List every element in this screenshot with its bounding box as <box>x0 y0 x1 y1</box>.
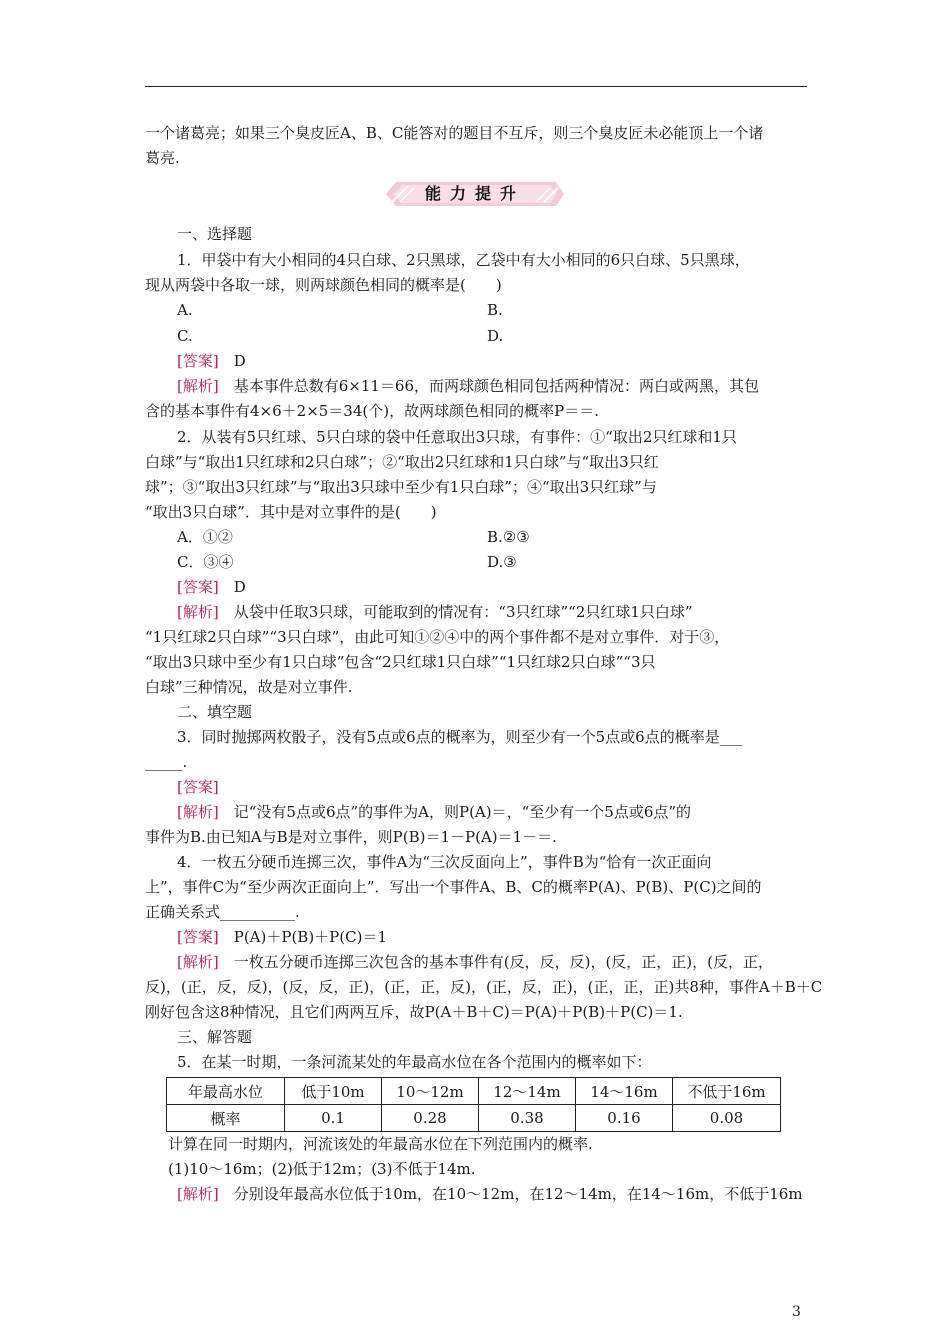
table-cell: 0.38 <box>479 1105 576 1132</box>
q1-answer-tag: [答案] <box>177 352 219 370</box>
q3-answer <box>177 777 810 797</box>
q3-line-2: _____. <box>145 753 188 771</box>
q4-analysis-line-1 <box>177 952 810 972</box>
q1-answer <box>177 351 810 371</box>
q4-answer <box>177 927 810 947</box>
q3-line-1: 3．同时抛掷两枚骰子，没有5点或6点的概率为，则至少有一个5点或6点的概率是___ <box>177 728 743 746</box>
q2-option-row-1 <box>177 527 810 547</box>
q1-option-b[interactable]: B. <box>487 301 503 319</box>
q4-analysis-line-2: 反)，(正，反，反)，(反，反，正)，(正，正，反)，(正，反，正)，(正，正，正)共8种，事件A＋B＋C <box>145 978 823 996</box>
intro-line-1: 一个诸葛亮；如果三个臭皮匠A、B、C能答对的题目不互斥，则三个臭皮匠未必能顶上一个诸 <box>145 124 764 142</box>
q5-intro: 5．在某一时期，一条河流某处的年最高水位在各个范围内的概率如下： <box>177 1053 652 1071</box>
header-rule <box>145 86 807 87</box>
q2-analysis-text-1: 从袋中任取3只球，可能取到的情况有：“3只红球”“2只红球1只白球” <box>233 603 693 621</box>
q2-line-4: “取出3只白球”．其中是对立事件的是( ) <box>145 503 437 521</box>
q1-option-row-1 <box>177 300 810 320</box>
q4-line-2: 上”，事件C为“至少两次正面向上”．写出一个事件A、B、C的概率P(A)、P(B)、P(C)之间的 <box>145 878 762 896</box>
q5-analysis <box>177 1184 842 1204</box>
q1-analysis-line-1 <box>177 376 810 396</box>
table-cell: 0.08 <box>673 1105 781 1132</box>
q2-option-c[interactable]: C．③④ <box>177 553 234 571</box>
q3-answer-tag: [答案] <box>177 778 219 796</box>
q5-parts: (1)10～16m；(2)低于12m；(3)不低于14m. <box>168 1160 476 1178</box>
table-cell: 不低于16m <box>673 1078 781 1105</box>
q1-answer-value: D <box>233 352 246 370</box>
table-cell: 10～12m <box>382 1078 479 1105</box>
q4-answer-value: P(A)＋P(B)＋P(C)＝1 <box>233 928 388 946</box>
q5-analysis-tag: [解析] <box>177 1185 219 1203</box>
q1-analysis-text-1: 基本事件总数有6×11＝66，而两球颜色相同包括两种情况：两白或两黑，其包 <box>233 377 760 395</box>
table-cell: 0.16 <box>576 1105 673 1132</box>
q2-line-3: 球”；③“取出3只红球”与“取出3只球中至少有1只白球”；④“取出3只红球”与 <box>145 478 657 496</box>
table-cell: 0.28 <box>382 1105 479 1132</box>
q1-line-2: 现从两袋中各取一球，则两球颜色相同的概率是( ) <box>145 276 502 294</box>
banner-title: 能力提升 <box>424 184 525 203</box>
q2-line-2: 白球”与“取出1只红球和2只白球”；②“取出2只红球和1只白球”与“取出3只红 <box>145 453 659 471</box>
table-cell: 年最高水位 <box>167 1078 285 1105</box>
q2-option-a[interactable]: A．①② <box>177 528 233 546</box>
section-3-title: 三、解答题 <box>177 1028 253 1046</box>
section-banner <box>386 182 564 206</box>
q1-option-row-2 <box>177 326 810 346</box>
q1-analysis-line-2: 含的基本事件有4×6＋2×5＝34(个)，故两球颜色相同的概率P＝＝. <box>145 402 599 420</box>
table-cell: 概率 <box>167 1105 285 1132</box>
q1-option-a[interactable]: A. <box>177 301 193 319</box>
table-cell: 低于10m <box>285 1078 382 1105</box>
q1-option-c[interactable]: C. <box>177 327 193 345</box>
q2-analysis-line-1 <box>177 602 810 622</box>
table-row <box>167 1105 781 1132</box>
page-number: 3 <box>792 1304 801 1320</box>
table-cell: 0.1 <box>285 1105 382 1132</box>
intro-line-2: 葛亮. <box>145 149 180 167</box>
section-2-title: 二、填空题 <box>177 703 253 721</box>
table-cell: 12～14m <box>479 1078 576 1105</box>
q4-analysis-tag: [解析] <box>177 953 219 971</box>
section-1-title: 一、选择题 <box>177 225 253 243</box>
q4-answer-tag: [答案] <box>177 928 219 946</box>
q4-line-3: 正确关系式__________. <box>145 903 300 921</box>
q5-after-text: 计算在同一时期内，河流该处的年最高水位在下列范围内的概率. <box>168 1135 593 1153</box>
q4-analysis-text-1: 一枚五分硬币连掷三次包含的基本事件有(反，反，反)，(反，正，正)，(反，正， <box>233 953 773 971</box>
table-header-row <box>167 1078 781 1105</box>
q2-analysis-line-3: “取出3只球中至少有1只白球”包含“2只红球1只白球”“1只红球2只白球”“3只 <box>145 653 656 671</box>
q2-analysis-line-2: “1只红球2只白球”“3只白球”，由此可知①②④中的两个事件都不是对立事件．对于③， <box>145 628 730 646</box>
q4-analysis-line-3: 刚好包含这8种情况，且它们两两互斥，故P(A＋B＋C)＝P(A)＋P(B)＋P(C)＝1. <box>145 1003 683 1021</box>
q5-analysis-text: 分别设年最高水位低于10m，在10～12m，在12～14m，在14～16m，不低于16m <box>233 1185 803 1203</box>
q2-option-d[interactable]: D.③ <box>487 553 517 571</box>
q2-analysis-line-4: 白球”三种情况，故是对立事件. <box>145 678 353 696</box>
q3-analysis-tag: [解析] <box>177 803 219 821</box>
q2-option-b[interactable]: B.②③ <box>487 528 530 546</box>
table-cell: 14～16m <box>576 1078 673 1105</box>
q4-line-1: 4．一枚五分硬币连掷三次，事件A为“三次反面向上”，事件B为“恰有一次正面向 <box>177 853 712 871</box>
q2-answer <box>177 577 810 597</box>
water-level-table <box>166 1077 781 1132</box>
q2-line-1: 2．从装有5只红球、5只白球的袋中任意取出3只球，有事件：①“取出2只红球和1只 <box>177 428 737 446</box>
q3-analysis-line-2: 事件为B.由已知A与B是对立事件，则P(B)＝1－P(A)＝1－＝. <box>145 828 557 846</box>
q1-analysis-tag: [解析] <box>177 377 219 395</box>
q2-answer-value: D <box>233 578 246 596</box>
q1-option-d[interactable]: D. <box>487 327 504 345</box>
q1-line-1: 1．甲袋中有大小相同的4只白球、2只黑球，乙袋中有大小相同的6只白球、5只黑球， <box>177 251 750 269</box>
q3-analysis-text-1: 记“没有5点或6点”的事件为A，则P(A)＝，“至少有一个5点或6点”的 <box>233 803 692 821</box>
q3-analysis-line-1 <box>177 802 810 822</box>
q2-answer-tag: [答案] <box>177 578 219 596</box>
q2-analysis-tag: [解析] <box>177 603 219 621</box>
q2-option-row-2 <box>177 552 810 572</box>
